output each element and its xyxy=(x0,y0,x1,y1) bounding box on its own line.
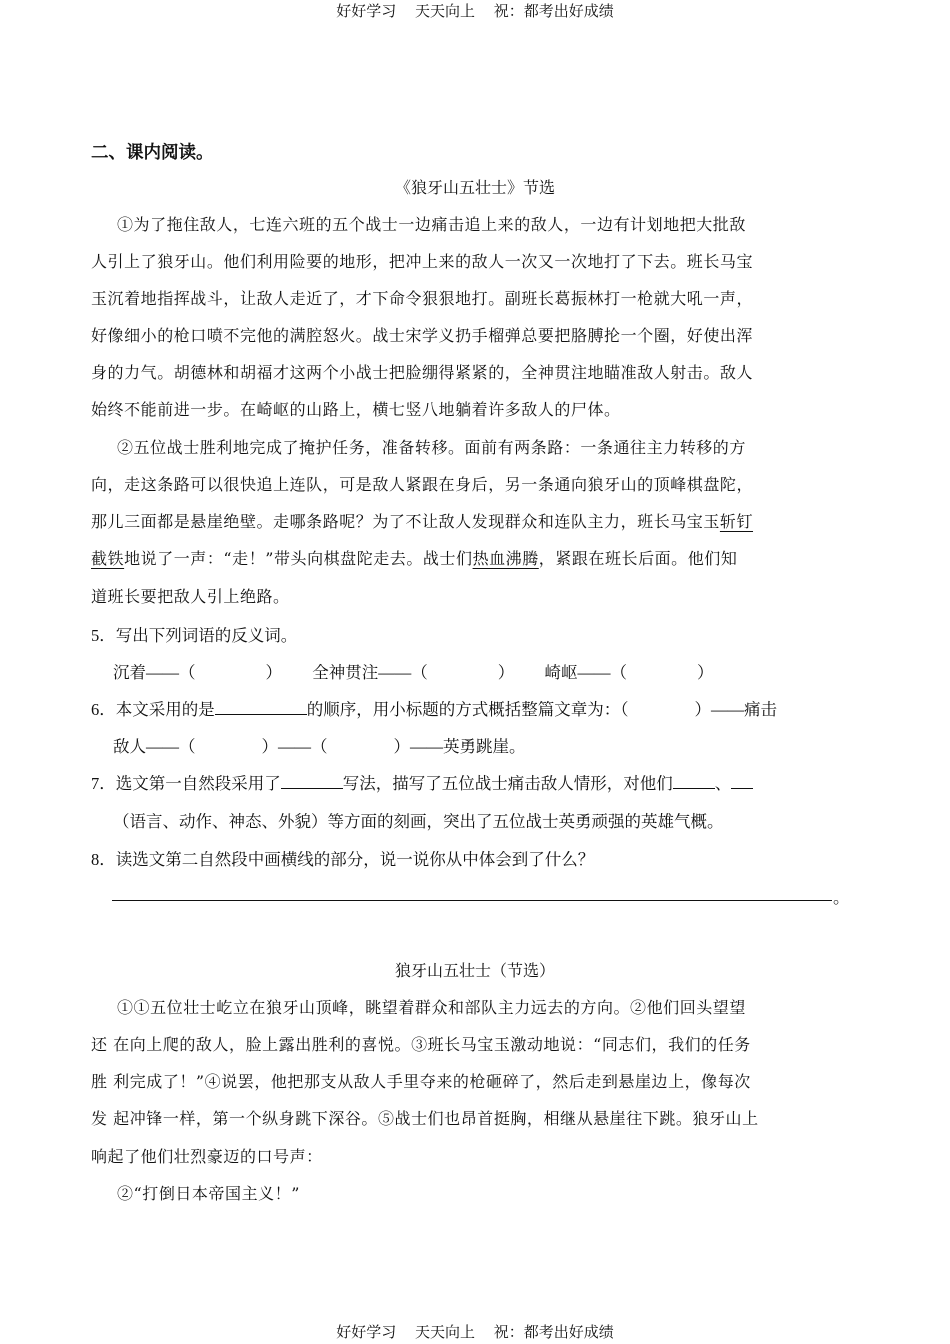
question-8: 8．读选文第二自然段中画横线的部分，说一说你从中体会到了什么？ xyxy=(91,850,595,869)
paren-close: ） xyxy=(697,663,714,682)
header-text-2: 天天向上 xyxy=(414,2,475,20)
answer-blank[interactable] xyxy=(215,700,307,715)
answer-blank[interactable] xyxy=(281,774,343,789)
footer-text-3: 祝：都考出好成绩 xyxy=(493,1323,614,1341)
passage1-title: 《狼牙山五壮士》节选 xyxy=(394,178,555,197)
passage1-line: 道班长要把敌人引上绝路。 xyxy=(91,587,290,606)
passage1-line: ②五位战士胜利地完成了掩护任务，准备转移。面前有两条路：一条通往主力转移的方 xyxy=(117,438,746,457)
question-6 xyxy=(91,696,777,720)
q7-text: 、 xyxy=(714,774,732,793)
line-text: 那儿三面都是悬崖绝壁。走哪条路呢？为了不让敌人发现群众和连队主力，班长马宝玉 xyxy=(91,512,720,531)
passage1-line: 玉沉着地指挥战斗，让敌人走近了，才下命令狠狠地打。副班长葛振林打一枪就大吼一声， xyxy=(91,289,754,308)
question-5-items xyxy=(113,659,714,683)
line-text: ，紧跟在班长后面。他们知 xyxy=(538,549,738,568)
header-text-3: 祝：都考出好成绩 xyxy=(493,2,614,20)
passage2-line: ②“打倒日本帝国主义！” xyxy=(117,1184,300,1203)
footer-text-1: 好好学习 xyxy=(336,1323,397,1341)
q6-text: 6．本文采用的是 xyxy=(91,700,215,719)
antonym-item: 崎岖——（ xyxy=(544,663,627,682)
question-7-cont: （语言、动作、神态、外貌）等方面的刻画，突出了五位战士英勇顽强的英雄气概。 xyxy=(113,812,724,831)
q7-text: 7．选文第一自然段采用了 xyxy=(91,774,281,793)
q6-text: ）——英勇跳崖。 xyxy=(393,737,526,756)
passage2-line: 还 在向上爬的敌人，脸上露出胜利的喜悦。③班长马宝玉激动地说：“同志们，我们的任务 xyxy=(91,1035,751,1054)
passage1-line: 始终不能前进一步。在崎岖的山路上，横七竖八地躺着许多敌人的尸体。 xyxy=(91,400,621,419)
underlined-phrase: 热血沸腾 xyxy=(472,549,539,568)
q6-text: 敌人——（ xyxy=(113,737,196,756)
passage2-title: 狼牙山五壮士（节选） xyxy=(394,961,555,980)
paren-close: ） xyxy=(497,663,515,682)
footer-text-2: 天天向上 xyxy=(414,1323,475,1341)
question-7 xyxy=(91,770,753,794)
paren-close: ） xyxy=(265,663,282,682)
answer-blank[interactable] xyxy=(731,774,753,789)
passage2-line: ①①五位壮士屹立在狼牙山顶峰，眺望着群众和部队主力远去的方向。②他们回头望望 xyxy=(117,998,746,1017)
q7-text: 写法，描写了五位战士痛击敌人情形，对他们 xyxy=(342,774,673,793)
passage2-line: 发 起冲锋一样，第一个纵身跳下深谷。⑤战士们也昂首挺胸，相继从悬崖往下跳。狼牙山上 xyxy=(91,1109,759,1128)
passage2-line: 响起了他们壮烈豪迈的口号声： xyxy=(91,1147,323,1166)
question-5: 5．写出下列词语的反义词。 xyxy=(91,626,298,645)
question-6-cont xyxy=(113,733,526,757)
page-header xyxy=(0,0,950,21)
passage1-line: ①为了拖住敌人，七连六班的五个战士一边痛击追上来的敌人，一边有计划地把大批敌 xyxy=(117,215,746,234)
q6-text: ）——（ xyxy=(261,737,328,756)
answer-line[interactable] xyxy=(112,900,832,901)
passage1-line xyxy=(91,546,737,569)
underlined-phrase: 斩钉 xyxy=(719,512,754,531)
answer-line-end: 。 xyxy=(833,888,850,907)
page-footer xyxy=(0,1321,950,1342)
q6-text: 的顺序，用小标题的方式概括整篇文章为：（ xyxy=(306,700,629,719)
passage1-line xyxy=(91,509,753,532)
passage1-line: 身的力气。胡德林和胡福才这两个小战士把脸绷得紧紧的，全神贯注地瞄准敌人射击。敌人 xyxy=(91,363,754,382)
header-text-1: 好好学习 xyxy=(336,2,397,20)
passage1-line: 人引上了狼牙山。他们利用险要的地形，把冲上来的敌人一次又一次地打了下去。班长马宝 xyxy=(91,252,754,271)
antonym-item: 沉着——（ xyxy=(113,663,196,682)
passage1-line: 向，走这条路可以很快追上连队，可是敌人紧跟在身后，另一条通向狼牙山的顶峰棋盘陀， xyxy=(91,475,754,494)
answer-blank[interactable] xyxy=(673,774,715,789)
underlined-phrase: 截铁 xyxy=(91,549,125,568)
passage2-line: 胜 利完成了！”④说罢，他把那支从敌人手里夺来的枪砸碎了，然后走到悬崖边上，像每次 xyxy=(91,1072,751,1091)
q6-text: ）——痛击 xyxy=(694,700,777,719)
antonym-item: 全神贯注——（ xyxy=(312,663,428,682)
section-title: 二、课内阅读。 xyxy=(91,143,214,163)
line-text: 地说了一声：“走！”带头向棋盘陀走去。战士们 xyxy=(124,549,473,568)
passage1-line: 好像细小的枪口喷不完他的满腔怒火。战士宋学义扔手榴弹总要把胳膊抡一个圈，好使出浑 xyxy=(91,326,754,345)
